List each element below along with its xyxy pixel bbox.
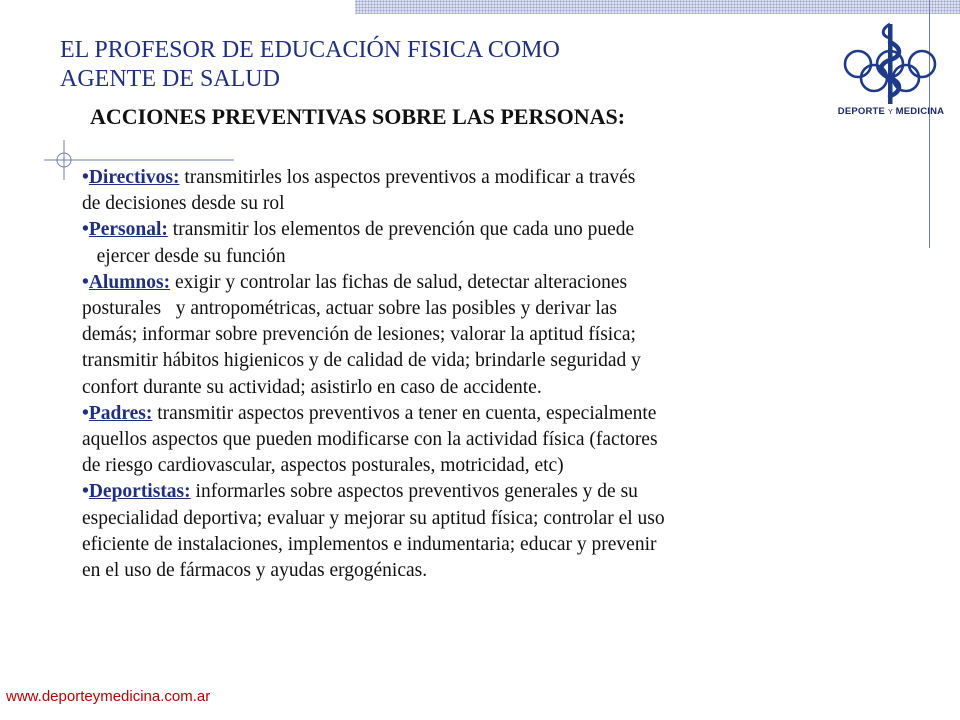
item-heading: Personal:	[88, 219, 168, 241]
body-content	[82, 165, 892, 584]
item-text-line: especialidad deportiva; evaluar y mejorar su aptitud física; controlar el uso	[82, 507, 665, 529]
item-text-line: eficiente de instalaciones, implementos e indumentaria; educar y prevenir	[82, 533, 657, 555]
slide-subtitle: ACCIONES PREVENTIVAS SOBRE LAS PERSONAS:	[90, 104, 626, 129]
item-personal	[82, 217, 892, 269]
item-text-line: transmitir los elementos de prevención que cada uno puede	[167, 219, 635, 241]
item-text-line: aquellos aspectos que pueden modificarse con la actividad física (factores	[82, 429, 658, 451]
footer-url-link[interactable]: www.deporteymedicina.com.ar	[6, 688, 211, 705]
top-decorative-band	[355, 0, 960, 14]
logo-ring-1	[845, 51, 871, 77]
item-text-line: posturales y antropométricas, actuar sobre las posibles y derivar las	[82, 298, 618, 320]
item-text-line: confort durante su actividad; asistirlo en caso de accidente.	[82, 376, 542, 398]
item-text-line: transmitir aspectos preventivos a tener en cuenta, especialmente	[152, 402, 657, 424]
slide-title	[60, 36, 680, 94]
bullet-marker: •	[82, 402, 89, 424]
item-deportistas	[82, 479, 892, 584]
logo-word-y: Y	[887, 109, 893, 116]
logo-wordmark	[832, 106, 950, 117]
slide-title-line-1: EL PROFESOR DE EDUCACIÓN FISICA COMO	[60, 37, 560, 63]
bullet-marker: •	[82, 271, 89, 293]
item-text-line: exigir y controlar las fichas de salud, detectar alteraciones	[170, 271, 628, 293]
item-text-line: informarles sobre aspectos preventivos generales y de su	[190, 481, 638, 503]
logo-ring-3	[909, 51, 935, 77]
bullet-marker: •	[82, 219, 89, 241]
item-text-line: de decisiones desde su rol	[82, 193, 285, 215]
item-directivos	[82, 165, 892, 217]
item-heading: Directivos:	[88, 167, 180, 188]
item-text-line: en el uso de fármacos y ayudas ergogénicas.	[82, 560, 428, 582]
item-text-line: transmitirles los aspectos preventivos a modificar a través	[179, 167, 636, 188]
bullet-marker: •	[82, 481, 89, 503]
item-heading: Deportistas:	[88, 481, 191, 503]
item-text-line: ejercer desde su función	[82, 245, 286, 267]
logo-word-deporte: DEPORTE	[837, 106, 886, 117]
item-heading: Padres:	[88, 402, 153, 424]
item-text-line: demás; informar sobre prevención de lesiones; valorar la aptitud física;	[82, 324, 636, 346]
bullet-marker: •	[82, 167, 89, 188]
caduceus-icon	[881, 24, 899, 104]
item-text-line: transmitir hábitos higienicos y de calidad de vida; brindarle seguridad y	[82, 350, 641, 372]
item-alumnos	[82, 270, 892, 401]
item-text-line: de riesgo cardiovascular, aspectos posturales, motricidad, etc)	[82, 455, 564, 477]
slide-title-line-2: AGENTE DE SALUD	[60, 66, 280, 92]
item-padres	[82, 401, 892, 480]
logo-word-medicina: MEDICINA	[895, 106, 945, 117]
item-heading: Alumnos:	[88, 271, 171, 293]
